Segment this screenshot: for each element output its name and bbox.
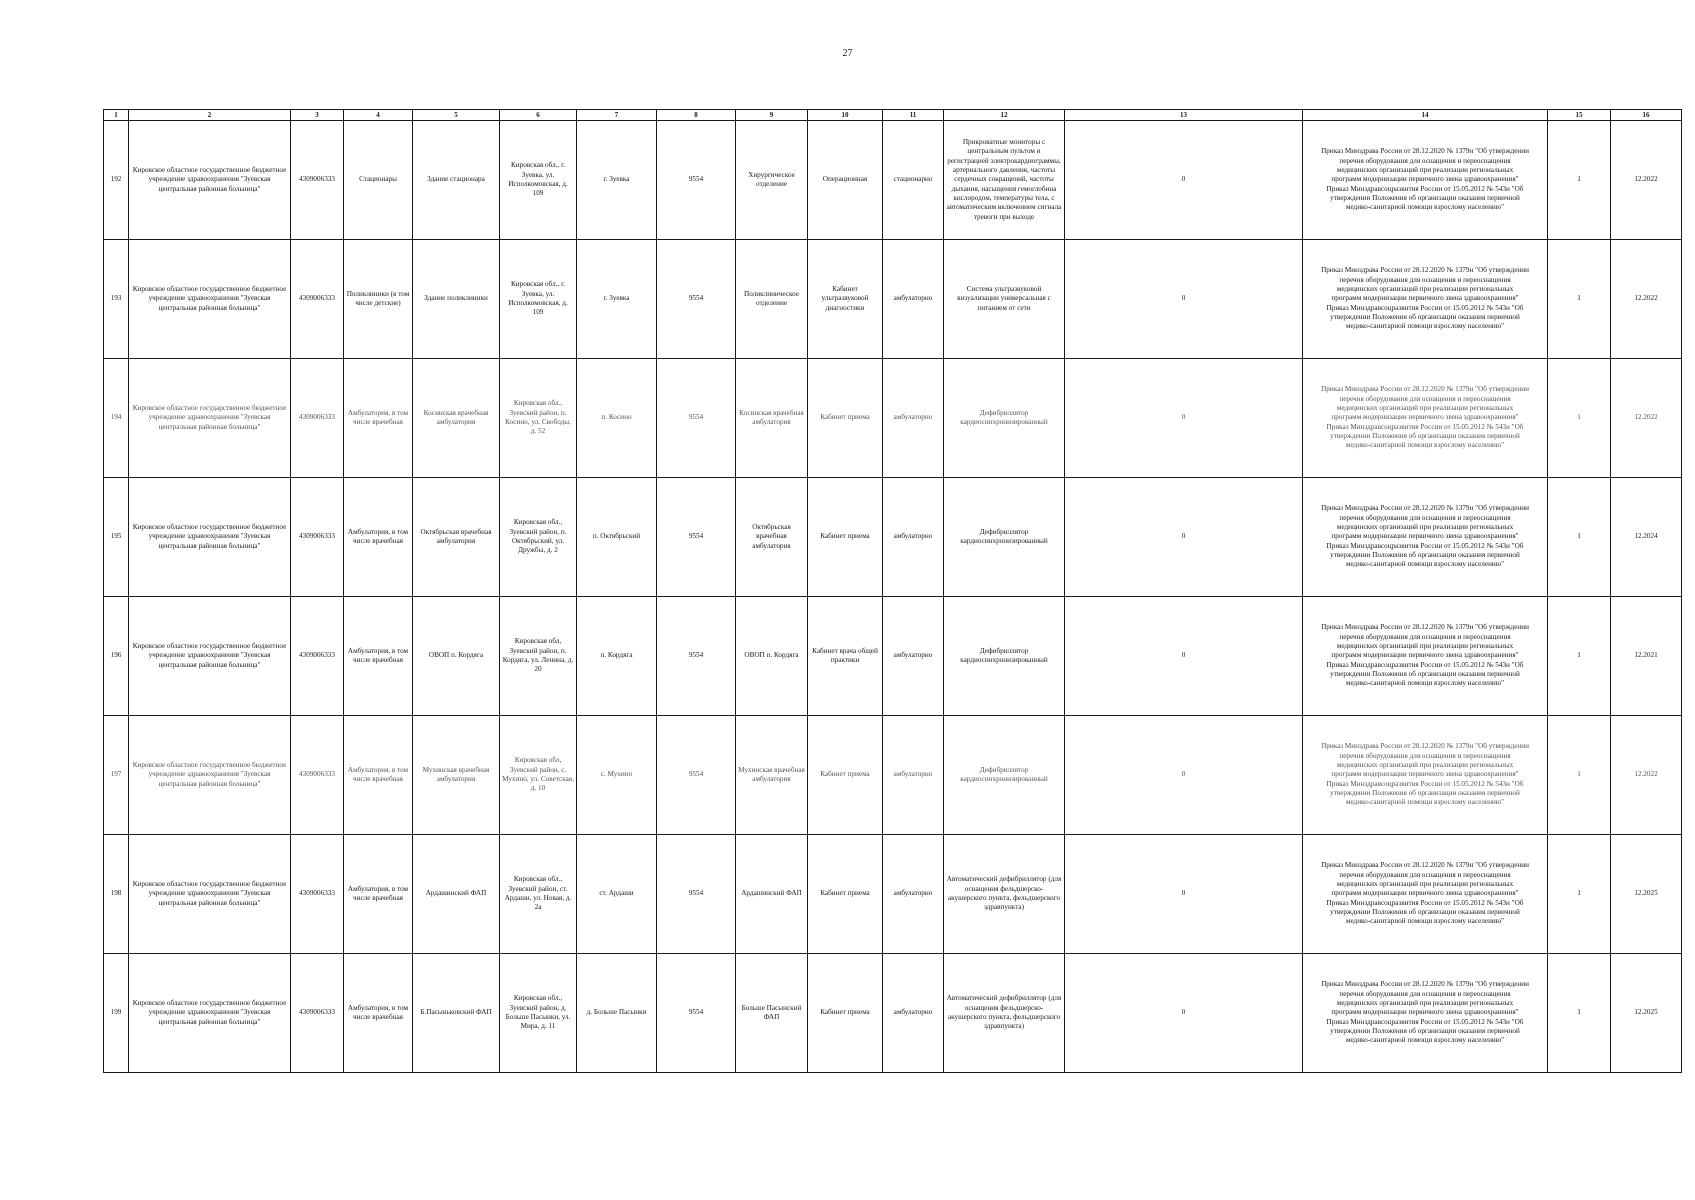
- quantity-cell: 0: [1065, 835, 1303, 954]
- equipment-text: Дефибриллятор кардиосинхронизированный: [960, 646, 1048, 664]
- column-header: 10: [808, 110, 883, 121]
- legal-basis-cell: Приказ Минздрава России от 28.12.2020 № 1379н "Об утверждении перечня оборудования для оснащения и переоснащения медицинских организаций при реализации региональных программ модернизации первичного звена здравоохранения" Приказ Минздравсоцразвития России от 15.05.2012 № 543н "Об утверждении Положения об организации оказания первичной медико-санитарной помощи взрослому населению": [1303, 359, 1548, 478]
- locality-cell: п. Косино: [577, 359, 657, 478]
- column-header: 12: [944, 110, 1065, 121]
- building-cell: Октябрьская врачебная амбулатория: [413, 478, 500, 597]
- equipment-cell: [944, 478, 1065, 597]
- organization-cell: Кировское областное государственное бюджетное учреждение здравоохранения "Зуевская центральная районная больница": [129, 240, 291, 359]
- room-cell: Кабинет приема: [808, 478, 883, 597]
- count-cell: 1: [1548, 954, 1611, 1073]
- room-cell: Кабинет приема: [808, 716, 883, 835]
- building-cell: Б.Пасыньковский ФАП: [413, 954, 500, 1073]
- legal-basis-cell: Приказ Минздрава России от 28.12.2020 № 1379н "Об утверждении перечня оборудования для оснащения и переоснащения медицинских организаций при реализации региональных программ модернизации первичного звена здравоохранения" Приказ Минздравсоцразвития России от 15.05.2012 № 543н "Об утверждении Положения об организации оказания первичной медико-санитарной помощи взрослому населению": [1303, 121, 1548, 240]
- organization-cell: Кировское областное государственное бюджетное учреждение здравоохранения "Зуевская центральная районная больница": [129, 359, 291, 478]
- equipment-text: Автоматический дефибриллятор (для оснащения фельдшерско-акушерского пункта, фельдшерского здравпункта): [946, 875, 1062, 912]
- organization-cell: Кировское областное государственное бюджетное учреждение здравоохранения "Зуевская центральная районная больница": [129, 597, 291, 716]
- quantity-cell: 0: [1065, 478, 1303, 597]
- row-number-cell: 199: [104, 954, 129, 1073]
- equipment-text: Дефибриллятор кардиосинхронизированный: [960, 765, 1048, 783]
- room-cell: Кабинет ультразвуковой диагностики: [808, 240, 883, 359]
- facility-type-cell: Стационары: [344, 121, 413, 240]
- equipment-cell: [944, 359, 1065, 478]
- code-cell: 9554: [657, 240, 736, 359]
- department-cell: Хирургическое отделение: [736, 121, 808, 240]
- facility-type-cell: Амбулатория, в том числе врачебная: [344, 597, 413, 716]
- column-header: 14: [1303, 110, 1548, 121]
- address-cell: Кировская обл., Зуевский район, п. Косино, ул. Свободы, д. 52: [500, 359, 577, 478]
- date-cell: 12.2025: [1611, 954, 1682, 1073]
- locality-cell: д. Больше Пасынки: [577, 954, 657, 1073]
- locality-cell: п. Октябрьский: [577, 478, 657, 597]
- department-cell: Косинская врачебная амбулатория: [736, 359, 808, 478]
- legal-basis-cell: Приказ Минздрава России от 28.12.2020 № 1379н "Об утверждении перечня оборудования для оснащения и переоснащения медицинских организаций при реализации региональных программ модернизации первичного звена здравоохранения" Приказ Минздравсоцразвития России от 15.05.2012 № 543н "Об утверждении Положения об организации оказания первичной медико-санитарной помощи взрослому населению": [1303, 716, 1548, 835]
- column-header: 16: [1611, 110, 1682, 121]
- count-cell: 1: [1548, 835, 1611, 954]
- facility-type-cell: Амбулатория, в том числе врачебная: [344, 954, 413, 1073]
- department-cell: Больше Пасынский ФАП: [736, 954, 808, 1073]
- care-mode-cell: амбулаторно: [883, 240, 944, 359]
- inn-cell: 4309006333: [291, 478, 344, 597]
- count-cell: 1: [1548, 716, 1611, 835]
- page-number: 27: [842, 48, 853, 59]
- care-mode-cell: амбулаторно: [883, 835, 944, 954]
- equipment-cell: [944, 954, 1065, 1073]
- code-cell: 9554: [657, 597, 736, 716]
- care-mode-cell: амбулаторно: [883, 954, 944, 1073]
- building-cell: Здание поликлиники: [413, 240, 500, 359]
- facility-type-cell: Амбулатория, в том числе врачебная: [344, 835, 413, 954]
- row-number-cell: 195: [104, 478, 129, 597]
- equipment-cell: [944, 121, 1065, 240]
- quantity-cell: 0: [1065, 359, 1303, 478]
- inn-cell: 4309006333: [291, 121, 344, 240]
- care-mode-cell: стационарно: [883, 121, 944, 240]
- room-cell: Кабинет приема: [808, 835, 883, 954]
- facility-type-cell: Амбулатория, в том числе врачебная: [344, 359, 413, 478]
- equipment-text: Автоматический дефибриллятор (для оснащения фельдшерско-акушерского пункта, фельдшерского здравпункта): [946, 994, 1062, 1031]
- locality-cell: г. Зуевка: [577, 240, 657, 359]
- organization-cell: Кировское областное государственное бюджетное учреждение здравоохранения "Зуевская центральная районная больница": [129, 121, 291, 240]
- count-cell: 1: [1548, 478, 1611, 597]
- table-row: [104, 121, 1682, 240]
- count-cell: 1: [1548, 121, 1611, 240]
- count-cell: 1: [1548, 597, 1611, 716]
- date-cell: 12.2022: [1611, 240, 1682, 359]
- legal-basis-cell: Приказ Минздрава России от 28.12.2020 № 1379н "Об утверждении перечня оборудования для оснащения и переоснащения медицинских организаций при реализации региональных программ модернизации первичного звена здравоохранения" Приказ Минздравсоцразвития России от 15.05.2012 № 543н "Об утверждении Положения об организации оказания первичной медико-санитарной помощи взрослому населению": [1303, 240, 1548, 359]
- quantity-cell: 0: [1065, 954, 1303, 1073]
- date-cell: 12.2025: [1611, 835, 1682, 954]
- column-header: 3: [291, 110, 344, 121]
- row-number-cell: 197: [104, 716, 129, 835]
- legal-basis-cell: Приказ Минздрава России от 28.12.2020 № 1379н "Об утверждении перечня оборудования для оснащения и переоснащения медицинских организаций при реализации региональных программ модернизации первичного звена здравоохранения" Приказ Минздравсоцразвития России от 15.05.2012 № 543н "Об утверждении Положения об организации оказания первичной медико-санитарной помощи взрослому населению": [1303, 597, 1548, 716]
- facility-type-cell: Амбулатория, в том числе врачебная: [344, 478, 413, 597]
- code-cell: 9554: [657, 954, 736, 1073]
- inn-cell: 4309006333: [291, 359, 344, 478]
- legal-basis-cell: Приказ Минздрава России от 28.12.2020 № 1379н "Об утверждении перечня оборудования для оснащения и переоснащения медицинских организаций при реализации региональных программ модернизации первичного звена здравоохранения" Приказ Минздравсоцразвития России от 15.05.2012 № 543н "Об утверждении Положения об организации оказания первичной медико-санитарной помощи взрослому населению": [1303, 835, 1548, 954]
- row-number-cell: 192: [104, 121, 129, 240]
- column-header: 6: [500, 110, 577, 121]
- row-number-cell: 198: [104, 835, 129, 954]
- care-mode-cell: амбулаторно: [883, 478, 944, 597]
- department-cell: Поликлиническое отделение: [736, 240, 808, 359]
- address-cell: Кировская обл, Зуевский район, с. Мухино, ул. Советская, д. 10: [500, 716, 577, 835]
- address-cell: Кировская обл., Зуевский район, п. Октябрьский, ул. Дружбы, д. 2: [500, 478, 577, 597]
- inn-cell: 4309006333: [291, 240, 344, 359]
- quantity-cell: 0: [1065, 240, 1303, 359]
- date-cell: 12.2022: [1611, 716, 1682, 835]
- date-cell: 12.2021: [1611, 597, 1682, 716]
- department-cell: Октябрьская врачебная амбулатория: [736, 478, 808, 597]
- address-cell: Кировская обл., г. Зуевка, ул. Исполкомовская, д. 109: [500, 121, 577, 240]
- table-header-row: [104, 110, 1682, 121]
- code-cell: 9554: [657, 121, 736, 240]
- table-row: [104, 954, 1682, 1073]
- equipment-text: Система ультразвуковой визуализации универсальная с питанием от сети: [957, 284, 1051, 312]
- count-cell: 1: [1548, 359, 1611, 478]
- column-header: 2: [129, 110, 291, 121]
- department-cell: Ардашинский ФАП: [736, 835, 808, 954]
- column-header: 4: [344, 110, 413, 121]
- inn-cell: 4309006333: [291, 716, 344, 835]
- locality-cell: ст. Ардаши: [577, 835, 657, 954]
- column-header: 1: [104, 110, 129, 121]
- address-cell: Кировская обл., г. Зуевка, ул. Исполкомовская, д. 109: [500, 240, 577, 359]
- facility-type-cell: Поликлиники (в том числе детские): [344, 240, 413, 359]
- legal-basis-cell: Приказ Минздрава России от 28.12.2020 № 1379н "Об утверждении перечня оборудования для оснащения и переоснащения медицинских организаций при реализации региональных программ модернизации первичного звена здравоохранения" Приказ Минздравсоцразвития России от 15.05.2012 № 543н "Об утверждении Положения об организации оказания первичной медико-санитарной помощи взрослому населению": [1303, 478, 1548, 597]
- equipment-table: [103, 109, 1682, 1073]
- row-number-cell: 196: [104, 597, 129, 716]
- building-cell: Косинская врачебная амбулатория: [413, 359, 500, 478]
- date-cell: 12.2022: [1611, 121, 1682, 240]
- table-row: [104, 359, 1682, 478]
- organization-cell: Кировское областное государственное бюджетное учреждение здравоохранения "Зуевская центральная районная больница": [129, 716, 291, 835]
- row-number-cell: 194: [104, 359, 129, 478]
- building-cell: ОВОП п. Кордяга: [413, 597, 500, 716]
- equipment-cell: [944, 240, 1065, 359]
- room-cell: Кабинет врача общей практики: [808, 597, 883, 716]
- department-cell: Мухинская врачебная амбулатория: [736, 716, 808, 835]
- row-number-cell: 193: [104, 240, 129, 359]
- locality-cell: п. Кордяга: [577, 597, 657, 716]
- table-row: [104, 835, 1682, 954]
- equipment-cell: [944, 835, 1065, 954]
- date-cell: 12.2024: [1611, 478, 1682, 597]
- room-cell: Кабинет приема: [808, 359, 883, 478]
- column-header: 9: [736, 110, 808, 121]
- quantity-cell: 0: [1065, 597, 1303, 716]
- organization-cell: Кировское областное государственное бюджетное учреждение здравоохранения "Зуевская центральная районная больница": [129, 954, 291, 1073]
- table-row: [104, 240, 1682, 359]
- locality-cell: г. Зуевка: [577, 121, 657, 240]
- address-cell: Кировская обл., Зуевский район, ст. Ардаши, ул. Новая, д. 2а: [500, 835, 577, 954]
- code-cell: 9554: [657, 716, 736, 835]
- column-header: 15: [1548, 110, 1611, 121]
- room-cell: Кабинет приема: [808, 954, 883, 1073]
- column-header: 8: [657, 110, 736, 121]
- room-cell: Операционная: [808, 121, 883, 240]
- inn-cell: 4309006333: [291, 597, 344, 716]
- address-cell: Кировская обл., Зуевский район, д. Больше Пасынки, ул. Мира, д. 11: [500, 954, 577, 1073]
- legal-basis-cell: Приказ Минздрава России от 28.12.2020 № 1379н "Об утверждении перечня оборудования для оснащения и переоснащения медицинских организаций при реализации региональных программ модернизации первичного звена здравоохранения" Приказ Минздравсоцразвития России от 15.05.2012 № 543н "Об утверждении Положения об организации оказания первичной медико-санитарной помощи взрослому населению": [1303, 954, 1548, 1073]
- code-cell: 9554: [657, 835, 736, 954]
- quantity-cell: 0: [1065, 121, 1303, 240]
- building-cell: Ардашинский ФАП: [413, 835, 500, 954]
- building-cell: Мухинская врачебная амбулатория: [413, 716, 500, 835]
- equipment-cell: [944, 597, 1065, 716]
- inn-cell: 4309006333: [291, 954, 344, 1073]
- care-mode-cell: амбулаторно: [883, 597, 944, 716]
- organization-cell: Кировское областное государственное бюджетное учреждение здравоохранения "Зуевская центральная районная больница": [129, 835, 291, 954]
- count-cell: 1: [1548, 240, 1611, 359]
- table-row: [104, 716, 1682, 835]
- code-cell: 9554: [657, 478, 736, 597]
- column-header: 5: [413, 110, 500, 121]
- table-row: [104, 478, 1682, 597]
- department-cell: ОВОП п. Кордяга: [736, 597, 808, 716]
- column-header: 13: [1065, 110, 1303, 121]
- equipment-text: Прикроватные мониторы с центральным пультом и регистрацией электрокардиограммы, артериального давления, частоты сердечных сокращений, частоты дыхания, насыщения гемоглобина кислородом, температуры тела, с автоматическим включением сигнала тревоги при выходе: [946, 137, 1062, 221]
- care-mode-cell: амбулаторно: [883, 359, 944, 478]
- address-cell: Кировская обл, Зуевский район, п. Кордяга, ул. Ленина, д. 20: [500, 597, 577, 716]
- equipment-text: Дефибриллятор кардиосинхронизированный: [960, 527, 1048, 545]
- code-cell: 9554: [657, 359, 736, 478]
- equipment-cell: [944, 716, 1065, 835]
- care-mode-cell: амбулаторно: [883, 716, 944, 835]
- table-row: [104, 597, 1682, 716]
- facility-type-cell: Амбулатория, в том числе врачебная: [344, 716, 413, 835]
- date-cell: 12.2022: [1611, 359, 1682, 478]
- organization-cell: Кировское областное государственное бюджетное учреждение здравоохранения "Зуевская центральная районная больница": [129, 478, 291, 597]
- column-header: 7: [577, 110, 657, 121]
- quantity-cell: 0: [1065, 716, 1303, 835]
- locality-cell: с. Мухино: [577, 716, 657, 835]
- column-header: 11: [883, 110, 944, 121]
- inn-cell: 4309006333: [291, 835, 344, 954]
- equipment-text: Дефибриллятор кардиосинхронизированный: [960, 408, 1048, 426]
- building-cell: Здание стационара: [413, 121, 500, 240]
